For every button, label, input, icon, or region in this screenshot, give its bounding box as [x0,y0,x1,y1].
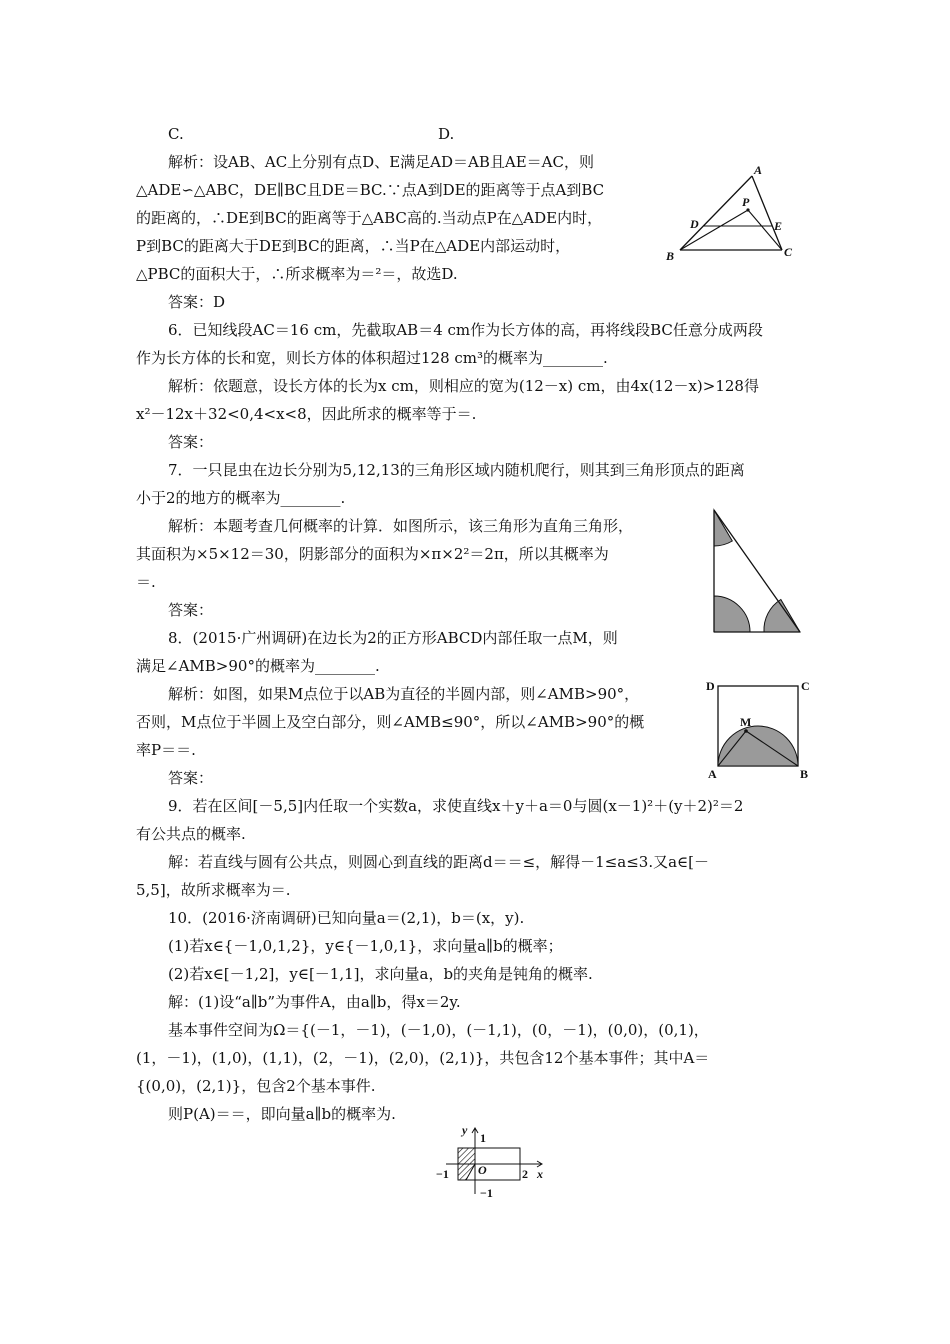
text-line: x²－12x＋32<0,4<x<8，因此所求的概率等于＝. [136,405,477,423]
text-line: 解析：依题意，设长方体的长为x cm，则相应的宽为(12－x) cm，由4x(12－x)>128得 [168,377,759,395]
option-c: C. [168,125,184,143]
question-8: 8．(2015·广州调研)在边长为2的正方形ABCD内部任取一点M，则 [168,629,618,647]
text-line: ＝. [136,573,156,591]
answer-line: 答案： [168,601,214,619]
text-line: (1)若x∈{－1,0,1,2}，y∈{－1,0,1}，求向量a∥b的概率； [168,937,563,955]
label-p: P [742,195,750,209]
text-line: 解：若直线与圆有公共点，则圆心到直线的距离d＝＝≤，解得－1≤a≤3.又a∈[－ [168,853,710,871]
label-d: D [706,679,715,693]
text-line: 解析：本题考查几何概率的计算．如图所示，该三角形为直角三角形， [168,517,634,535]
label-a: A [708,767,717,781]
right-triangle-figure [708,504,804,640]
text-line: (2)若x∈[－1,2]，y∈[－1,1]，求向量a，b的夹角是钝角的概率. [168,965,593,983]
text-line: 解析：如图，如果M点位于以AB为直径的半圆内部，则∠AMB>90°， [168,685,640,703]
question-6: 6．已知线段AC＝16 cm，先截取AB＝4 cm作为长方体的高，再将线段BC任意分成两段 [168,321,763,339]
label-x-axis: x [537,1167,543,1181]
text-line: 作为长方体的长和宽，则长方体的体积超过128 cm³的概率为________. [136,349,608,367]
text-line: △ADE∽△ABC，DE∥BC且DE＝BC.∵点A到DE的距离等于点A到BC [136,181,605,199]
label-b: B [800,767,809,781]
label-neg-one-x: −1 [436,1167,449,1181]
question-10: 10．(2016·济南调研)已知向量a＝(2,1)，b＝(x，y). [168,909,525,927]
label-c: C [784,245,793,259]
label-two: 2 [522,1167,528,1181]
text-line: 小于2的地方的概率为________. [136,489,346,507]
text-line: P到BC的距离大于DE到BC的距离，∴当P在△ADE内部运动时， [136,237,571,255]
square-semicircle-figure [700,676,818,782]
label-y-axis: y [462,1123,468,1137]
answer-line: 答案： [168,433,214,451]
text-line: 则P(A)＝＝，即向量a∥b的概率为. [168,1105,396,1123]
text-line: (1，－1)，(1,0)，(1,1)，(2，－1)，(2,0)，(2,1)}，共包含12个基本事件；其中A＝ [136,1049,710,1067]
label-a: A [754,163,763,177]
answer-line: 答案： [168,769,214,787]
label-b: B [666,249,675,263]
label-c: C [801,679,810,693]
option-d: D. [438,125,455,143]
text-line: 其面积为×5×12＝30，阴影部分的面积为×π×2²＝2π，所以其概率为 [136,545,609,563]
label-d: D [690,217,699,231]
text-line: 解：(1)设“a∥b”为事件A，由a∥b，得x＝2y. [168,993,461,1011]
triangle-figure [660,162,800,264]
text-line: 率P＝＝. [136,741,196,759]
text-line: △PBC的面积大于，∴所求概率为＝²＝，故选D. [136,265,458,283]
text-line: {(0,0)，(2,1)}，包含2个基本事件. [136,1077,376,1095]
text-line: 基本事件空间为Ω＝{(－1，－1)，(－1,0)，(－1,1)，(0，－1)，(0,0)，(0,1)， [168,1021,709,1039]
text-line: 5,5]，故所求概率为＝. [136,881,291,899]
text-line: 有公共点的概率. [136,825,246,843]
question-7: 7．一只昆虫在边长分别为5,12,13的三角形区域内随机爬行，则其到三角形顶点的距离 [168,461,745,479]
text-line: 否则，M点位于半圆上及空白部分，则∠AMB≤90°，所以∠AMB>90°的概 [136,713,645,731]
label-one: 1 [480,1131,486,1145]
label-origin: O [478,1163,487,1177]
text-line: 的距离的，∴DE到BC的距离等于△ABC高的.当动点P在△ADE内时， [136,209,603,227]
label-m: M [740,715,752,729]
text-line: 解析：设AB、AC上分别有点D、E满足AD＝AB且AE＝AC，则 [168,153,594,171]
question-9: 9．若在区间[－5,5]内任取一个实数a，求使直线x＋y＋a＝0与圆(x－1)²＋(y＋2)²＝2 [168,797,744,815]
answer-line: 答案：D [168,293,226,311]
label-neg-one-y: −1 [480,1186,493,1200]
coordinate-figure [432,1122,552,1204]
label-e: E [774,219,783,233]
text-line: 满足∠AMB>90°的概率为________. [136,657,380,675]
